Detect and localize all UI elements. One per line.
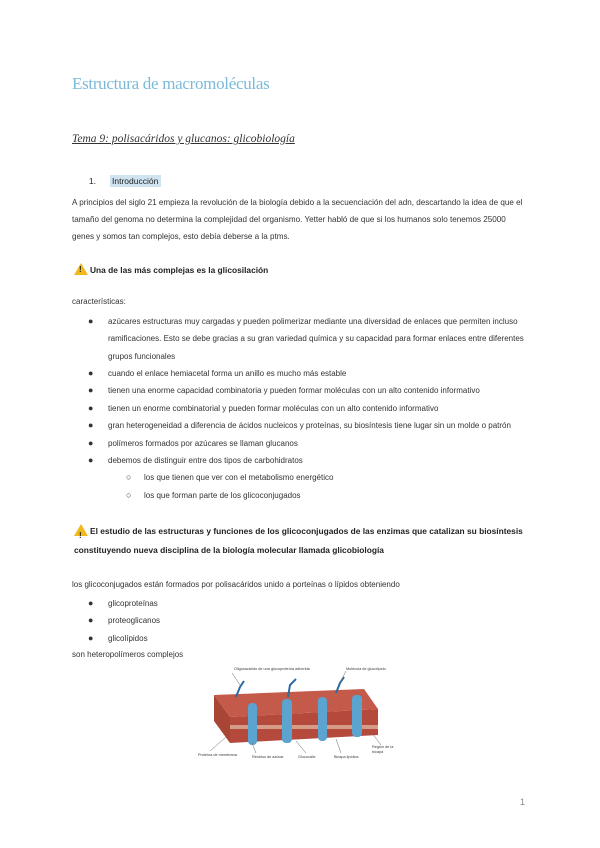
figure-label-top-left: Oligosacárido de una glucoproteína adherida — [234, 667, 310, 671]
list-item-text: debemos de distinguir entre dos tipos de carbohidratos — [108, 455, 303, 465]
list-item — [88, 452, 528, 469]
list-item-text: gran heterogeneidad a diferencia de ácidos nucleicos y proteínas, su biosíntesis tiene lugar sin un molde o patrón — [108, 421, 511, 431]
sub-list-item-text: los que forman parte de los glicoconjugados — [144, 490, 301, 500]
list-item-text: proteoglicanos — [108, 616, 161, 626]
list-item-text: polímeros formados por azúcares se llaman glucanos — [108, 438, 298, 448]
sub-list-item — [88, 487, 528, 504]
bullet-icon: ● — [88, 385, 94, 396]
list-item — [88, 595, 388, 612]
list-item — [88, 417, 528, 434]
document-title: Estructura de macromoléculas — [72, 74, 270, 93]
warning-line-2 — [74, 522, 530, 560]
list-item — [88, 400, 528, 417]
membrane-protein — [318, 697, 327, 741]
sub-list-item — [88, 469, 528, 486]
figure-label-bottom-mid-left: Residuo de azúcar — [252, 755, 284, 759]
figure-label-bottom-right: Región de la bicapa — [372, 745, 394, 754]
bullet-icon: ● — [88, 615, 94, 626]
bullet-icon: ● — [88, 454, 94, 465]
bullet-icon: ● — [88, 402, 94, 413]
section-heading — [72, 176, 161, 189]
page-number: 1 — [519, 797, 525, 807]
label-line — [336, 739, 341, 753]
membrane-protein — [282, 699, 292, 743]
warning-line-1 — [74, 263, 268, 275]
glycoconjugates-list — [88, 595, 388, 647]
circle-bullet-icon: ○ — [126, 489, 132, 500]
label-line — [296, 741, 306, 753]
glycoconjugates-intro: los glicoconjugados están formados por polisacáridos unido a porteínas o lípidos obteniendo — [72, 580, 400, 589]
membrane-figure — [196, 667, 396, 767]
list-item — [88, 630, 388, 647]
list-item-text: cuando el enlace hemiacetal forma un anillo es mucho más estable — [108, 369, 347, 378]
characteristics-list — [88, 313, 528, 504]
warning-text-2: El estudio de las estructuras y funciones de los glicoconjugados de las enzimas que catalizan su biosíntesis constituyendo nueva disciplina de la biología molecular llamada glicobiología — [74, 526, 523, 555]
bullet-icon: ● — [88, 598, 94, 608]
list-item-text: tienen una enorme capacidad combinatoria y pueden formar moléculas con un alto contenido informativo — [108, 386, 480, 396]
figure-label-bottom-mid: Glucocálix — [298, 755, 316, 759]
label-line — [340, 671, 346, 683]
intro-paragraph: A principios del siglo 21 empieza la revolución de la biología debido a la secuenciación del adn, descartando la idea de que el tamaño del genoma no determina la complejidad del organismo. Yetter habló de que si los humanos solo tenemos 25000 genes y somos tan complejos, esto debía deberse a la ptms. — [72, 198, 523, 242]
heteropolymers-line: son heteropolímeros complejos — [72, 650, 184, 659]
bullet-icon: ● — [88, 632, 94, 643]
list-item — [88, 435, 528, 452]
membrane-protein — [352, 695, 362, 737]
list-item — [88, 365, 528, 382]
list-item — [88, 313, 528, 365]
figure-label-bottom-mid-right: Bicapa lipídica — [334, 755, 359, 759]
label-line — [210, 737, 226, 751]
warning-icon — [74, 263, 88, 275]
bullet-icon: ● — [88, 437, 94, 448]
section-number: 1. — [88, 176, 96, 186]
topic-subtitle: Tema 9: polisacáridos y glucanos: glicobiología — [72, 133, 295, 145]
list-item-text: glicoproteínas — [108, 599, 158, 608]
list-item-text: azúcares estructuras muy cargadas y pueden polimerizar mediante una diversidad de enlaces que permiten incluso ramificaciones. Esto se debe gracias a su gran variedad química y su capacidad para formar enlaces entre diferentes grupos funcionales — [108, 317, 524, 361]
section-label: Introducción — [110, 175, 161, 187]
sub-list-item-text: los que tienen que ver con el metabolismo energético — [144, 473, 334, 483]
bullet-icon: ● — [88, 316, 94, 326]
membrane-illustration — [196, 667, 396, 767]
warning-text-1: Una de las más complejas es la glicosilación — [90, 265, 269, 275]
figure-label-top-right: Molécula de glucolípido — [346, 667, 386, 671]
list-item — [88, 382, 528, 399]
list-item — [88, 612, 388, 629]
label-line — [232, 673, 240, 685]
membrane-protein — [248, 703, 257, 745]
warning-icon — [74, 524, 88, 536]
bullet-icon: ● — [88, 368, 94, 378]
circle-bullet-icon: ○ — [126, 472, 132, 483]
list-item-text: tienen un enorme combinatorial y pueden formar moléculas con un alto contenido informativo — [108, 403, 439, 413]
figure-label-bottom-left: Proteína de membrana — [198, 753, 237, 757]
bullet-icon: ● — [88, 420, 94, 431]
characteristics-label: características: — [72, 297, 126, 306]
list-item-text: glicolípidos — [108, 633, 148, 643]
